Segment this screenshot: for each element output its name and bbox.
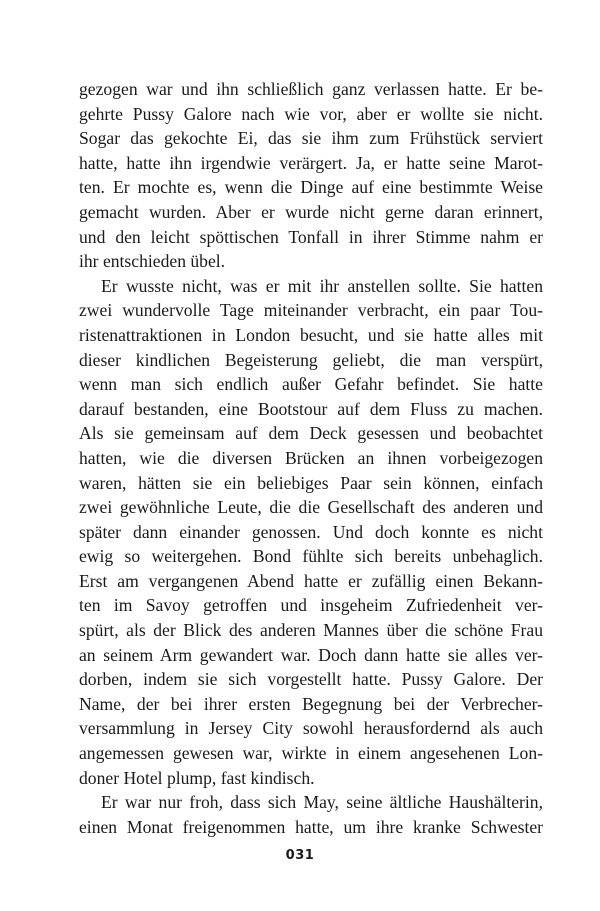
text-line: angemessen gewesen war, wirkte in einem angesehenen Lon-: [79, 743, 543, 764]
text-line: Erst am vergangenen Abend hatte er zufällig einen Bekann-: [79, 570, 543, 591]
body-text: [79, 77, 543, 839]
text-line: einen Monat freigenommen hatte, um ihre kranke Schwester: [79, 816, 543, 837]
text-line: und den leicht spöttischen Tonfall in ihrer Stimme nahm er: [79, 226, 543, 247]
text-line: ristenattraktionen in London besucht, und sie hatte alles mit: [79, 324, 543, 345]
text-line: an seinem Arm gewandert war. Doch dann hatte sie alles ver-: [79, 644, 543, 665]
text-line: gezogen war und ihn schließlich ganz verlassen hatte. Er be-: [79, 79, 543, 99]
text-line: Er war nur froh, dass sich May, seine ältliche Haushälterin,: [101, 792, 543, 813]
text-line: dorben, indem sie sich vorgestellt hatte. Pussy Galore. Der: [79, 669, 543, 690]
text-line: versammlung in Jersey City sowohl herausfordernd als auch: [79, 718, 543, 739]
text-line: Als sie gemeinsam auf dem Deck gesessen und beobachtet: [79, 423, 543, 444]
text-line: gehrte Pussy Galore nach wie vor, aber er wollte sie nicht.: [79, 103, 543, 124]
text-line: spürt, als der Blick des anderen Mannes über die schöne Frau: [79, 620, 543, 641]
text-line: hatte, hatte ihn irgendwie verärgert. Ja, er hatte seine Marot-: [79, 152, 543, 173]
text-line: ten. Er mochte es, wenn die Dinge auf eine bestimmte Weise: [79, 177, 543, 198]
text-line: ihr entschieden übel.: [79, 251, 226, 272]
text-line: später dann einander genossen. Und doch konnte es nicht: [79, 521, 543, 542]
text-line: ten im Savoy getroffen und insgeheim Zufriedenheit ver-: [79, 595, 543, 616]
text-line: Sogar das gekochte Ei, das sie ihm zum Frühstück serviert: [79, 128, 543, 149]
text-line: ewig so weitergehen. Bond fühlte sich bereits unbehaglich.: [79, 546, 543, 567]
text-line: doner Hotel plump, fast kindisch.: [79, 767, 315, 788]
text-line: wenn man sich endlich außer Gefahr befindet. Sie hatte: [79, 374, 543, 395]
page-number: 031: [285, 848, 315, 863]
text-line: darauf bestanden, eine Bootstour auf dem Fluss zu machen.: [79, 398, 543, 419]
text-line: dieser kindlichen Begeisterung geliebt, die man verspürt,: [79, 349, 543, 370]
text-line: waren, hätten sie ein beliebiges Paar sein können, einfach: [79, 472, 543, 493]
text-line: gemacht wurden. Aber er wurde nicht gerne daran erinnert,: [79, 201, 543, 222]
text-line: Er wusste nicht, was er mit ihr anstellen sollte. Sie hatten: [101, 275, 543, 296]
text-line: Name, der bei ihrer ersten Begegnung bei der Verbrecher-: [79, 693, 543, 714]
text-line: zwei gewöhnliche Leute, die die Gesellschaft des anderen und: [79, 497, 543, 518]
text-line: hatten, wie die diversen Brücken an ihnen vorbeigezogen: [79, 447, 543, 468]
text-line: zwei wundervolle Tage miteinander verbracht, ein paar Tou-: [79, 300, 543, 321]
